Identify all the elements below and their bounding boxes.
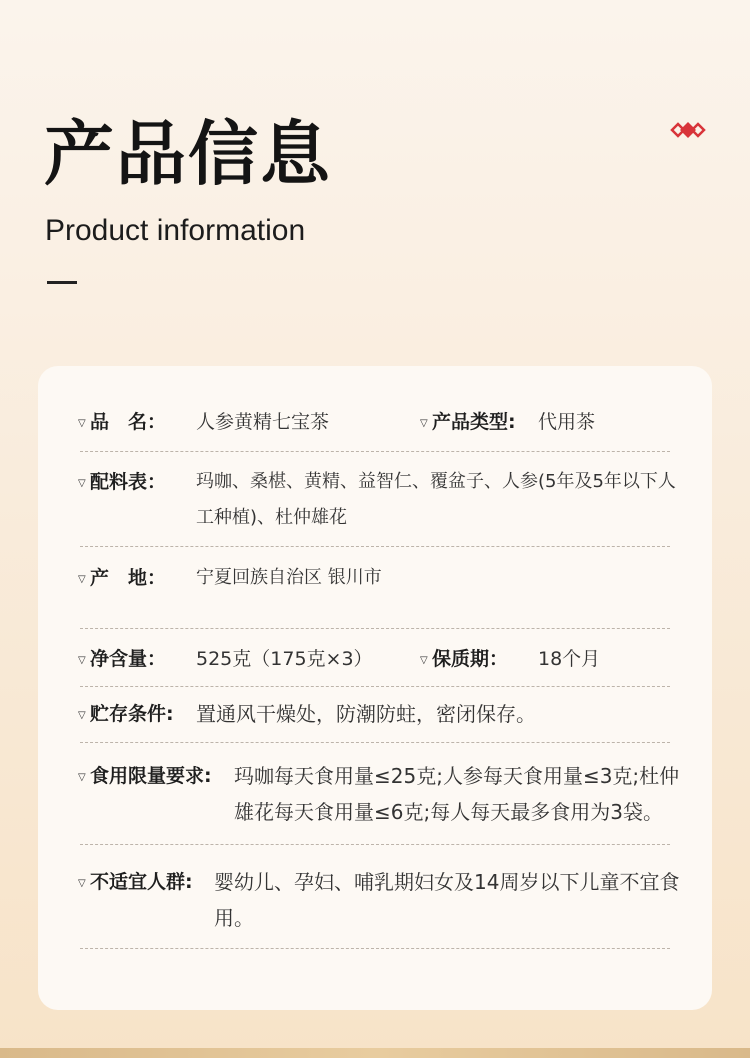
label-origin: 产 地： xyxy=(90,567,167,589)
triangle-down-icon: ▽ xyxy=(78,418,86,429)
value-shelf-life: 18个月 xyxy=(538,648,601,670)
triangle-down-icon: ▽ xyxy=(78,655,86,666)
bottom-decor-bar xyxy=(0,1048,750,1058)
triangle-down-icon: ▽ xyxy=(78,878,86,889)
page-subtitle: Product information xyxy=(45,214,306,247)
title-underline xyxy=(47,281,77,284)
value-product-name: 人参黄精七宝茶 xyxy=(196,411,330,433)
label-net-weight: 净含量： xyxy=(90,648,167,670)
value-net-weight: 525克（175克×3） xyxy=(196,648,373,670)
triangle-down-icon: ▽ xyxy=(420,418,428,429)
triangle-down-icon: ▽ xyxy=(78,710,86,721)
product-info-card xyxy=(38,366,712,1010)
dashed-divider xyxy=(80,948,670,949)
label-storage: 贮存条件: xyxy=(90,703,174,725)
value-unsuitable: 婴幼儿、孕妇、哺乳期妇女及14周岁以下儿童不宜食用。 xyxy=(214,870,680,930)
dashed-divider xyxy=(80,546,670,547)
value-origin: 宁夏回族自治区 银川市 xyxy=(196,567,382,588)
triangle-down-icon: ▽ xyxy=(78,478,86,489)
triangle-down-icon: ▽ xyxy=(420,655,428,666)
label-unsuitable: 不适宜人群: xyxy=(90,871,193,893)
label-product-name: 品 名： xyxy=(90,411,167,433)
label-ingredients: 配料表： xyxy=(90,471,167,493)
page-title: 产品信息 xyxy=(44,113,332,195)
label-intake-limit: 食用限量要求: xyxy=(90,765,212,787)
diamond-ornament-icon xyxy=(668,120,708,140)
value-product-type: 代用茶 xyxy=(538,411,596,433)
info-row-ingredients xyxy=(78,464,676,536)
value-intake-limit: 玛咖每天食用量≤25克;人参每天食用量≤3克;杜仲雄花每天食用量≤6克;每人每天最多食用为3袋。 xyxy=(234,764,680,824)
dashed-divider xyxy=(80,844,670,845)
dashed-divider xyxy=(80,686,670,687)
info-row-unsuitable xyxy=(78,864,680,936)
info-row-weight xyxy=(78,641,672,677)
dashed-divider xyxy=(80,628,670,629)
dashed-divider xyxy=(80,451,670,452)
label-product-type: 产品类型: xyxy=(432,411,516,433)
info-row-storage xyxy=(78,696,672,732)
value-storage: 置通风干燥处，防潮防蛀，密闭保存。 xyxy=(196,702,536,726)
triangle-down-icon: ▽ xyxy=(78,772,86,783)
info-row-name xyxy=(78,404,672,440)
value-ingredients: 玛咖、桑椹、黄精、益智仁、覆盆子、人参(5年及5年以下人工种植)、杜仲雄花 xyxy=(196,471,676,528)
dashed-divider xyxy=(80,742,670,743)
triangle-down-icon: ▽ xyxy=(78,574,86,585)
label-shelf-life: 保质期： xyxy=(432,648,509,670)
info-row-intake-limit xyxy=(78,758,680,830)
info-row-origin xyxy=(78,560,672,596)
